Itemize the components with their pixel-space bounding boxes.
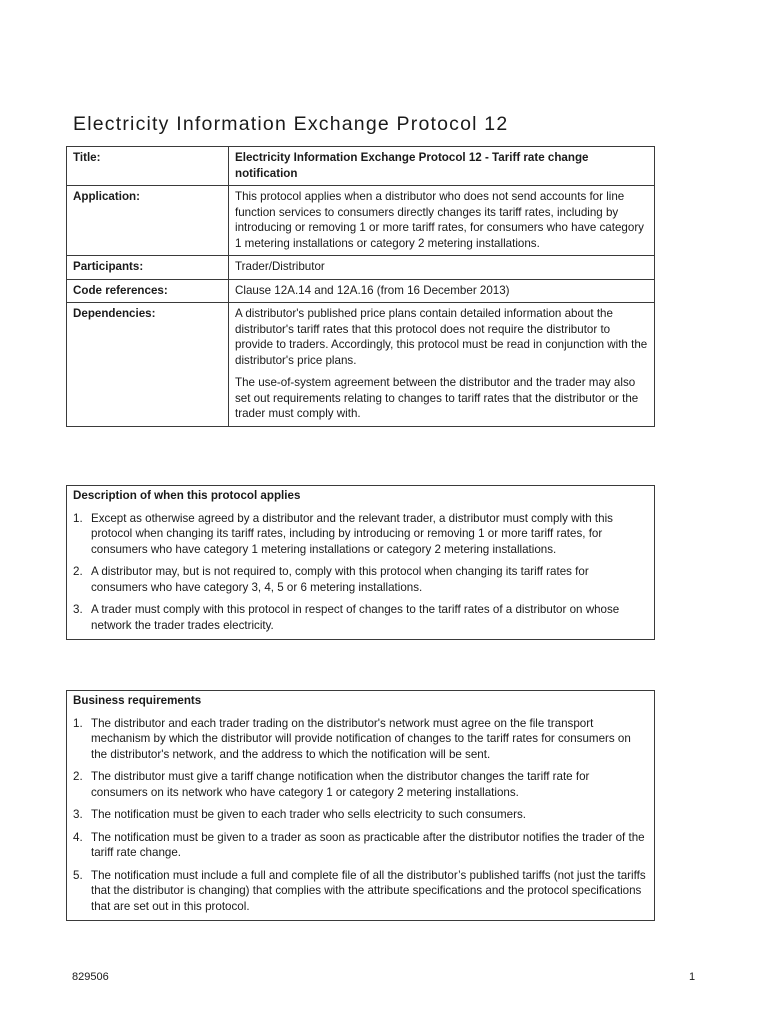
list-item-text: The notification must be given to each trader who sells electricity to such consumers. [91,808,526,821]
row-value-participants [229,256,655,280]
protocol-info-table [66,146,655,427]
table-row [67,186,655,256]
list-item [73,769,648,800]
description-section [66,485,655,640]
application-value: This protocol applies when a distributor who does not send accounts for line function services to consumers directly changes its tariff rates, including by introducing or removing 1 or more tariff rates, for consumers who have category 1 metering installations or category 2 metering installations. [235,190,644,250]
table-row [67,147,655,186]
row-label-application: Application: [67,186,229,256]
list-item [73,564,648,595]
document-number: 829506 [72,971,109,983]
list-item-number: 3. [73,808,83,821]
list-item [73,807,648,823]
business-requirements-section [66,690,655,921]
page-title: Electricity Information Exchange Protocol 12 [73,113,509,135]
table-row [67,303,655,427]
table-row [67,256,655,280]
row-label-participants: Participants: [67,256,229,280]
dependencies-paragraph: The use-of-system agreement between the distributor and the trader may also set out requirements relating to changes to tariff rates that the distributor or the trader must comply with. [235,376,639,420]
row-value-application [229,186,655,256]
list-item-number: 1. [73,511,83,525]
dependencies-paragraph: A distributor's published price plans contain detailed information about the distributor's tariff rates that this protocol does not require the distributor to provide to traders. Accordingly, this protocol must be read in conjunction with the distributor's price plans. [235,307,648,367]
row-value-code-references [229,279,655,303]
list-item-number: 3. [73,603,83,616]
description-heading: Description of when this protocol applies [73,489,301,502]
list-item [73,868,648,915]
row-value-dependencies [229,303,655,427]
list-item-text: A distributor may, but is not required to, comply with this protocol when changing its tariff rates for consumers who have category 3, 4, 5 or 6 metering installations. [91,565,589,594]
participants-value: Trader/Distributor [235,260,325,273]
page-number: 1 [689,971,696,983]
business-requirements-list [73,716,648,915]
row-label-title: Title: [67,147,229,186]
row-label-dependencies: Dependencies: [67,303,229,427]
list-item-number: 1. [73,716,83,730]
list-item-number: 2. [73,565,83,578]
row-value-title [229,147,655,186]
list-item [73,830,648,861]
list-item-text: The distributor must give a tariff change notification when the distributor changes the tariff rate for consumers on its network who have category 1 or category 2 metering installations. [91,770,590,799]
list-item-text: The notification must be given to a trader as soon as practicable after the distributor notifies the trader of the tariff rate change. [91,830,645,859]
list-item-number: 2. [73,770,83,783]
list-item [73,716,648,763]
list-item-text: Except as otherwise agreed by a distributor and the relevant trader, a distributor must comply with this protocol when changing its tariff rates, including by introducing or removing 1 or more tariff rates, for consumers who have category 1 metering installations or category 2 metering installations. [91,511,613,556]
title-value: Electricity Information Exchange Protocol 12 - Tariff rate change notification [235,151,589,180]
description-list [73,511,648,634]
list-item-number: 5. [73,868,83,882]
list-item-number: 4. [73,830,83,844]
list-item-text: The distributor and each trader trading on the distributor's network must agree on the file transport mechanism by which the distributor will provide notification of changes to the tariff rates for consumers on the distributor's network, and the address to which the notification will be sent. [91,716,631,761]
code-references-value: Clause 12A.14 and 12A.16 (from 16 December 2013) [235,283,510,297]
list-item-text: A trader must comply with this protocol in respect of changes to the tariff rates of a distributor on whose network the trader trades electricity. [91,603,620,632]
list-item-text: The notification must include a full and complete file of all the distributor’s published tariffs (not just the tariffs that the distributor is changing) that complies with the attribute specifications and the protocol specifications that are set out in this protocol. [91,868,646,913]
list-item [73,511,648,558]
row-label-code-references: Code references: [67,279,229,303]
business-requirements-heading: Business requirements [73,694,202,707]
table-row [67,279,655,303]
list-item [73,602,648,633]
